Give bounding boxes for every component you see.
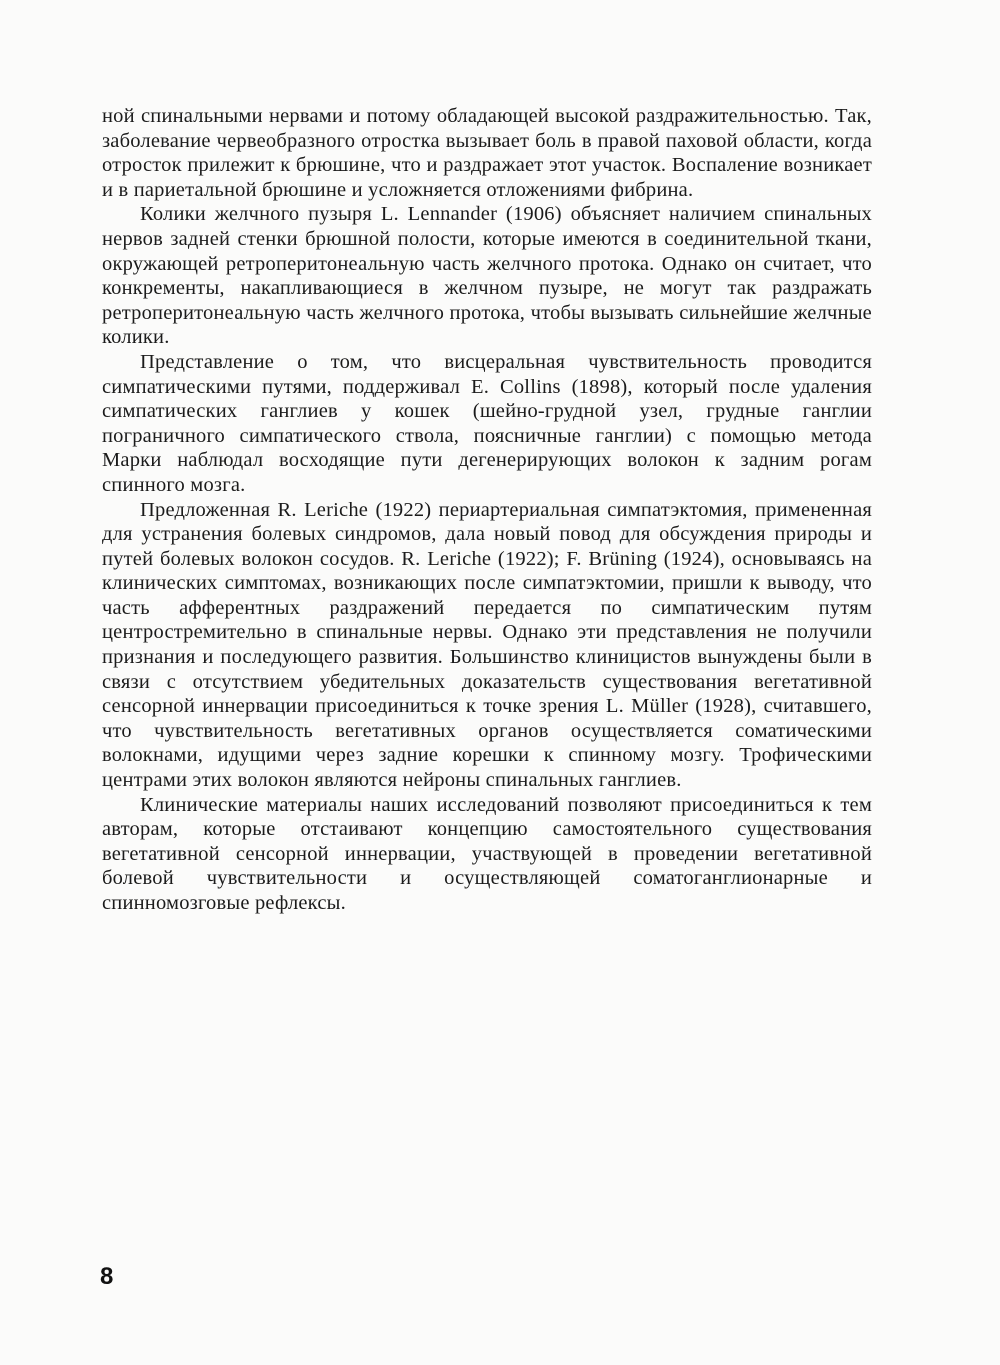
paragraph-2: Колики желчного пузыря L. Lennander (1906) объясняет наличием спинальных нервов задней стенки брюшной полости, которые имеются в соединительной ткани, окружающей ретроперитонеальную часть желчного протока. Однако он считает, что конкременты, накапливающиеся в желчном пузыре, не могут так раздражать ретроперитонеальную часть желчного протока, чтобы вызывать сильнейшие желчные колики. xyxy=(102,203,872,349)
paragraph-1: ной спинальными нервами и потому обладающей высокой раздражительностью. Так, заболевание червеобразного отростка вызывает боль в правой паховой области, когда отросток прилежит к брюшине, что и раздражает этот участок. Воспаление возникает и в париетальной брюшине и усложняется отложениями фибрина. xyxy=(102,105,872,201)
body-text xyxy=(102,104,872,916)
page-number: 8 xyxy=(100,1263,114,1290)
paragraph-3: Представление о том, что висцеральная чувствительность проводится симпатическими путями, поддерживал E. Collins (1898), который после удаления симпатических ганглиев у кошек (шейно-грудной узел, грудные ганглии пограничного симпатического ствола, поясничные ганглии) с помощью метода Марки наблюдал восходящие пути дегенерирующих волокон к задним рогам спинного мозга. xyxy=(102,350,872,496)
paragraph-4: Предложенная R. Leriche (1922) периартериальная симпатэктомия, примененная для устранения болевых синдромов, дала новый повод для обсуждения природы и путей болевых волокон сосудов. R. Leriche (1922); F. Brüning (1924), основываясь на клинических симптомах, возникающих после симпатэктомии, пришли к выводу, что часть афферентных раздражений передается по симпатическим путям центростремительно в спинальные нервы. Однако эти представления не получили признания и последующего развития. Большинство клиницистов вынуждены были в связи с отсутствием убедительных доказательств существования вегетативной сенсорной иннервации присоединиться к точке зрения L. Müller (1928), считавшего, что чувствительность вегетативных органов осуществляется соматическими волокнами, идущими через задние корешки к спинному мозгу. Трофическими центрами этих волокон являются нейроны спинальных ганглиев. xyxy=(102,498,872,792)
paragraph-5: Клинические материалы наших исследований позволяют присоединиться к тем авторам, которые отстаивают концепцию самостоятельного существования вегетативной сенсорной иннервации, участвующей в проведении вегетативной болевой чувствительности и осуществляющей соматоганглионарные и спинномозговые рефлексы. xyxy=(102,793,872,914)
